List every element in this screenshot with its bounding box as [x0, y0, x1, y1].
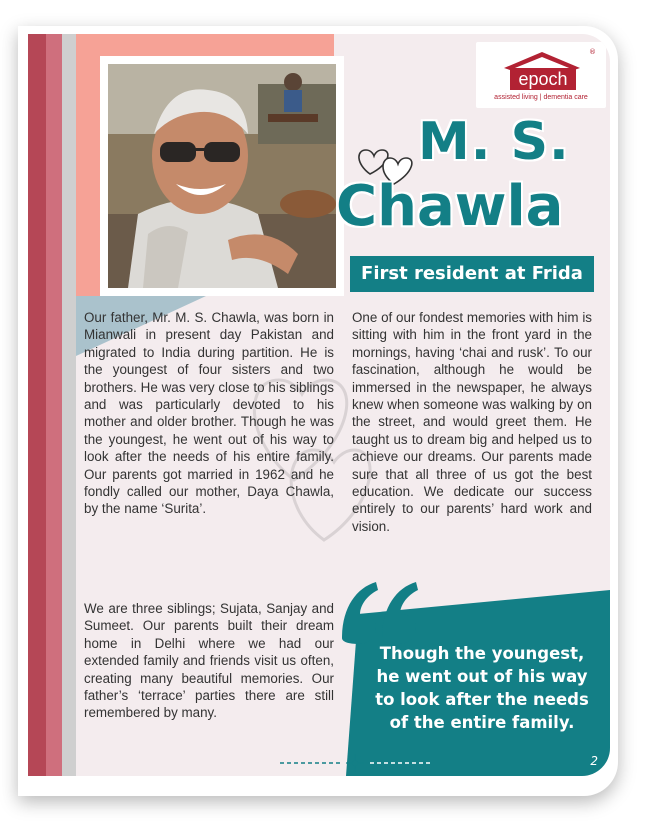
story-paragraph-3: One of our fondest memories with him is sitting with him in the front yard in the mornings, having ‘chai and rusk’. To our fascination, although he would be immersed in the newspaper, he always knew when someone was walking by on the street, and would greet them. He taught us to dream big and helped us to achieve our dreams. Our parents made sure that all three of us got the best education. We dedicate our success entirely to our parents’ hard work and vision. [352, 310, 592, 534]
logo-wordmark: epoch [510, 68, 576, 90]
story-paragraph-1: Our father, Mr. M. S. Chawla, was born in Mianwali in present day Pakistan and migrated to India during partition. He is the youngest of four sisters and two brothers. He was very close to his siblings and was particularly devoted to his mother and older brother. Though he was the youngest, he went out of his way to look after the needs of his entire family. Our parents got married in 1962 and he fondly called our mother, Daya Chawla, by the name ‘Surita’. [84, 310, 334, 517]
pull-quote: Though the youngest, he went out of his way to look after the needs of the entire family. [375, 644, 589, 732]
resident-name-line1: M. S. [418, 112, 570, 172]
resident-name-line2: Chawla [336, 174, 564, 239]
registered-mark: ® [589, 48, 596, 56]
page-number: 2 [590, 754, 598, 768]
newsletter-page [28, 34, 610, 776]
quote-mark-icon [338, 578, 422, 648]
story-paragraph-2: We are three siblings; Sujata, Sanjay and Sumeet. Our parents built their dream home in Delhi where we had our extended family and friends visit us often, creating many beautiful memories. Our father’s ‘terrace’ parties there are still remembered by many. [84, 601, 334, 721]
logo-tagline: assisted living | dementia care [494, 94, 588, 101]
ornament-divider-icon [280, 752, 430, 774]
portrait-photo [108, 64, 336, 288]
portrait-frame [100, 56, 344, 296]
epoch-logo [476, 42, 606, 108]
subtitle-banner: First resident at Frida [350, 256, 594, 292]
